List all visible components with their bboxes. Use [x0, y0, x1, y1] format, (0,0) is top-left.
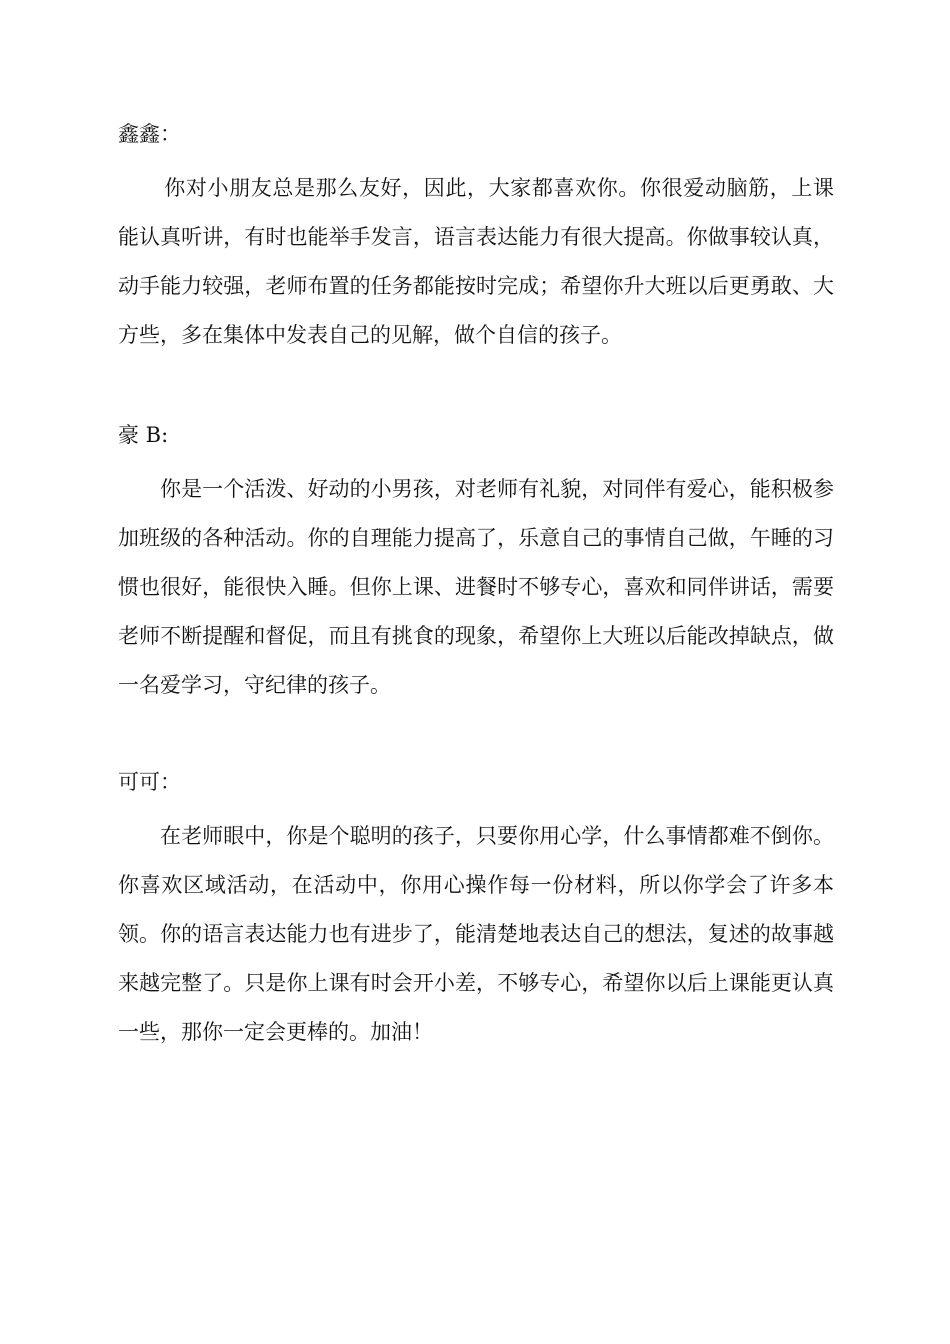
teacher-comment: 你对小朋友总是那么友好，因此，大家都喜欢你。你很爱动脑筋，上课能认真听讲，有时也能举手发言，语言表达能力有很大提高。你做事较认真，动手能力较强，老师布置的任务都能按时完成；希望你升大班以后更勇敢、大方些，多在集体中发表自己的见解，做个自信的孩子。	[118, 176, 834, 347]
comment-entry	[118, 770, 834, 1057]
student-name: 可可：	[118, 770, 181, 794]
teacher-comment: 你是一个活泼、好动的小男孩，对老师有礼貌，对同伴有爱心，能积极参加班级的各种活动。你的自理能力提高了，乐意自己的事情自己做，午睡的习惯也很好，能很快入睡。但你上课、进餐时不够专心，喜欢和同伴讲话，需要老师不断提醒和督促，而且有挑食的现象，希望你上大班以后能改掉缺点，做一名爱学习，守纪律的孩子。	[118, 477, 834, 697]
comment-entry	[118, 122, 834, 360]
comment-entry	[118, 423, 834, 710]
student-name: 鑫鑫：	[118, 122, 181, 146]
teacher-comment: 在老师眼中，你是个聪明的孩子，只要你用心学，什么事情都难不倒你。你喜欢区域活动，在活动中，你用心操作每一份材料，所以你学会了许多本领。你的语言表达能力也有进步了，能清楚地表达自己的想法，复述的故事越来越完整了。只是你上课有时会开小差，不够专心，希望你以后上课能更认真一些，那你一定会更棒的。加油！	[118, 824, 834, 1044]
student-name: 豪 B:	[118, 423, 169, 447]
